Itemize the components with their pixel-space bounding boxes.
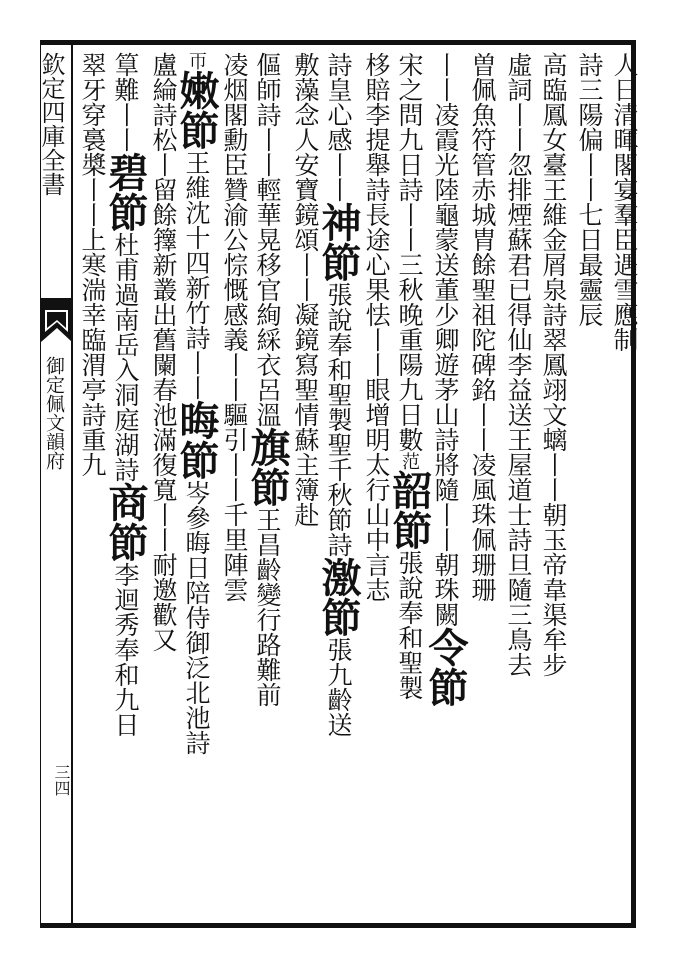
- text-column: [145, 52, 181, 922]
- column-text: 詩皇心感丨丨: [324, 52, 353, 202]
- column-text: 驅引丨丨千里陣雲: [220, 402, 249, 602]
- column-text: 宋之問九日詩丨丨三秋晚重陽九日數: [395, 52, 424, 452]
- text-column: [244, 52, 291, 922]
- column-text: 翠牙穿裛槳丨丨上寒湍: [78, 52, 107, 302]
- note-text: 帀: [186, 52, 207, 70]
- text-column: [500, 52, 536, 922]
- book-title: 欽定四庫全書: [37, 52, 65, 196]
- column-text: 岑參晦日陪侍御泛北池詩: [182, 480, 211, 755]
- column-text: 張說奉和聖製: [395, 550, 424, 700]
- entry-heading: 激節: [315, 557, 362, 637]
- entry-heading: 碧節: [102, 152, 149, 232]
- text-column: [422, 52, 469, 922]
- column-text: 盧綸詩松丨留餘籜新叢出舊闌: [149, 52, 178, 377]
- book-subtitle: 御定佩文韻府: [43, 356, 65, 470]
- text-column: [315, 52, 362, 922]
- entry-heading: 商節: [102, 482, 149, 562]
- text-column: [535, 52, 571, 922]
- text-column: [464, 52, 500, 922]
- entry-heading: 旗節: [244, 427, 291, 507]
- text-column: [102, 52, 149, 922]
- text-column: [74, 52, 110, 922]
- column-text: 春池滿復寬丨丨耐邀歡又: [149, 377, 178, 652]
- entry-heading: 令節: [422, 627, 469, 707]
- column-text: 人日清暉閣宴羣臣遇雪應制: [610, 52, 639, 352]
- text-column: [216, 52, 252, 922]
- note-text: 范: [399, 452, 420, 470]
- entry-heading: 晦節: [173, 400, 220, 480]
- margin-column: [37, 40, 73, 928]
- text-column: [173, 52, 220, 922]
- column-text: 寶鏡頌丨丨凝鏡寫聖情: [291, 177, 320, 427]
- column-text: 杜甫過南岳入洞庭湖詩: [111, 232, 140, 482]
- column-text: 李迴秀奉和九日: [111, 562, 140, 737]
- column-text: 筸難丨丨: [111, 52, 140, 152]
- fish-tail-mark-icon: [41, 298, 72, 348]
- column-text: 凌烟閣勳臣贊渝公悰慨感義丨丨: [220, 52, 249, 402]
- column-text: 栘賠李提舉詩長途心果怯丨丨眼增明: [362, 52, 391, 452]
- column-text: 王昌齡變行路難前: [253, 507, 282, 707]
- text-column: [571, 52, 607, 922]
- column-text: 王維沈十四新竹詩丨丨: [182, 150, 211, 400]
- entry-heading: 韶節: [386, 470, 433, 550]
- text-column: [287, 52, 323, 922]
- page-number: 三四: [52, 764, 71, 796]
- text-column: [386, 52, 433, 922]
- column-text: 太行山中言志: [362, 452, 391, 602]
- column-text: 高臨鳳女臺王維金屑泉詩翠鳳翊文螭丨丨朝玉帝韋渠牟步: [539, 52, 568, 677]
- column-text: 張說奉和聖製聖千秋節詩: [324, 282, 353, 557]
- column-text: 幸臨渭亭詩重九: [78, 302, 107, 477]
- text-column: [358, 52, 394, 922]
- column-text: 曽佩魚符管赤城胄餘聖祖陀碑銘丨丨凌風珠佩珊珊: [468, 52, 497, 602]
- column-text: 詩三陽偏丨丨七日最靈辰: [575, 52, 604, 327]
- column-text: 蘇主簿赴: [291, 427, 320, 527]
- column-text: 虛詞丨丨忽排煙蘇君已得仙李益送王屋道士詩旦隨三鳥去: [504, 52, 533, 677]
- entry-heading: 神節: [315, 202, 362, 282]
- column-text: 敷藻念人安: [291, 52, 320, 177]
- entry-heading: 嫩節: [173, 70, 220, 150]
- column-text: 傴師詩丨丨輕華晃移官絢綵衣呂溫: [253, 52, 282, 427]
- text-column: [606, 52, 642, 922]
- column-text: 張九齡送: [324, 637, 353, 737]
- column-text: 丨丨凌霞光陸龜蒙送董少卿遊茅山詩將隨丨丨朝珠闕: [431, 52, 460, 627]
